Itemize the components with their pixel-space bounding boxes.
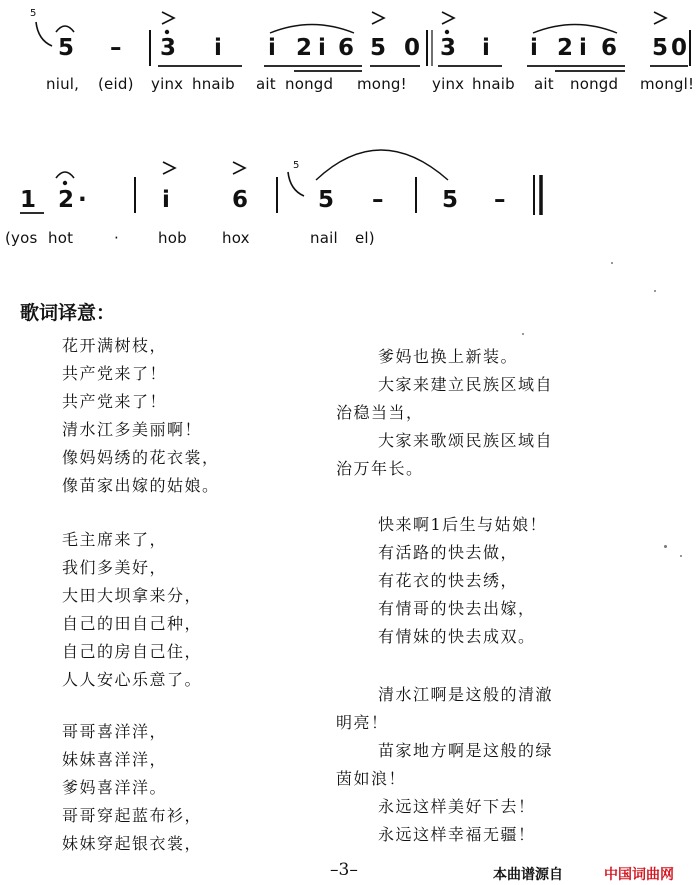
translation-line: 快来啊1后生与姑娘！: [378, 515, 548, 534]
translation-line: 茵如浪！: [336, 769, 407, 788]
translation-line: 自己的田自己种，: [62, 614, 203, 633]
note: i: [530, 35, 538, 61]
translation-line: 治万年长。: [336, 459, 424, 478]
scan-speck: [680, 555, 682, 557]
lyric-syllable: mongl!: [640, 75, 695, 93]
translation-line: 有情妹的快去成双。: [378, 627, 536, 646]
note: 6: [601, 35, 618, 61]
lyric-syllable: hob: [158, 229, 187, 247]
note: 3: [440, 35, 457, 61]
note: i: [318, 35, 326, 61]
scan-speck: [611, 262, 613, 264]
note: i: [482, 35, 490, 61]
translation-line: 花开满树枝，: [62, 336, 168, 355]
translation-line: 苗家地方啊是这般的绿: [378, 741, 554, 760]
lyric-syllable: el): [355, 229, 375, 247]
grace-note: 5: [293, 160, 300, 171]
translation-line: 人人安心乐意了。: [62, 670, 203, 689]
translation-line: 有情哥的快去出嫁，: [378, 599, 536, 618]
translation-line: 自己的房自己住，: [62, 642, 203, 661]
translation-line: 永远这样美好下去！: [378, 797, 536, 816]
note: 1: [20, 187, 37, 213]
translation-line: 治稳当当，: [336, 403, 424, 422]
note: –: [494, 187, 506, 213]
translation-line: 明亮！: [336, 713, 389, 732]
grace-note: 5: [30, 8, 37, 19]
translation-line: 哥哥喜洋洋，: [62, 722, 168, 741]
translation-line: 哥哥穿起蓝布衫，: [62, 806, 203, 825]
lyric-syllable: yinx: [151, 75, 184, 93]
lyric-syllable: ·: [114, 229, 119, 247]
translation-line: 有花衣的快去绣，: [378, 571, 519, 590]
lyric-syllable: nongd: [570, 75, 619, 93]
source-text: 本曲谱源自: [493, 867, 563, 883]
note: 3: [160, 35, 177, 61]
lyric-syllable: hox: [222, 229, 250, 247]
note: 5: [652, 35, 669, 61]
note: 5: [442, 187, 459, 213]
translation-line: 大田大坝拿来分，: [62, 586, 203, 605]
scan-speck: [522, 333, 524, 335]
lyric-syllable: (eid): [98, 75, 134, 93]
lyric-syllable: yinx: [432, 75, 465, 93]
translation-line: 大家来歌颂民族区域自: [378, 431, 554, 450]
lyric-syllable: niul,: [46, 75, 80, 93]
lyric-syllable: hot: [48, 229, 74, 247]
scan-speck: [664, 545, 667, 548]
note: i: [214, 35, 222, 61]
note: i: [268, 35, 276, 61]
translation-line: 毛主席来了，: [62, 530, 168, 549]
translation-line: 清水江啊是这般的清澈: [378, 685, 554, 704]
translation-line: 清水江多美丽啊！: [62, 420, 203, 439]
lyric-syllable: ait: [256, 75, 276, 93]
translation-line: 妹妹穿起银衣裳，: [62, 834, 203, 853]
translation-line: 像苗家出嫁的姑娘。: [62, 476, 220, 495]
lyric-syllable: nail: [310, 229, 338, 247]
page-number: –3–: [330, 860, 358, 880]
lyric-syllable: hnaib: [472, 75, 515, 93]
translation-line: 有活路的快去做，: [378, 543, 519, 562]
note: i: [579, 35, 587, 61]
translation-line: 永远这样幸福无疆！: [378, 825, 536, 844]
note: –: [110, 35, 122, 61]
translation-line: 爹妈喜洋洋。: [62, 778, 168, 797]
note: 2: [557, 35, 574, 61]
translation-line: 像妈妈绣的花衣裳，: [62, 448, 220, 467]
note: –: [372, 187, 384, 213]
lyric-syllable: mong!: [357, 75, 407, 93]
lyric-syllable: nongd: [285, 75, 334, 93]
note: 2: [296, 35, 313, 61]
translation-line: 我们多美好，: [62, 558, 168, 577]
scan-speck: [654, 290, 656, 292]
lyric-syllable: (yos: [5, 229, 38, 247]
note: 0: [404, 35, 421, 61]
note: 5: [58, 35, 75, 61]
note: 5: [318, 187, 335, 213]
jianpu-score: [0, 0, 700, 260]
note: 0: [671, 35, 688, 61]
translation-line: 共产党来了！: [62, 392, 168, 411]
translation-line: 爹妈也换上新装。: [378, 347, 519, 366]
note: 2: [58, 187, 75, 213]
source-site-link[interactable]: 中国词曲网: [604, 867, 674, 883]
lyric-syllable: hnaib: [192, 75, 235, 93]
note: 5: [370, 35, 387, 61]
note: 6: [232, 187, 249, 213]
note: ·: [78, 187, 87, 213]
translation-line: 妹妹喜洋洋，: [62, 750, 168, 769]
lyric-syllable: ait: [534, 75, 554, 93]
note: 6: [338, 35, 355, 61]
translation-line: 大家来建立民族区域自: [378, 375, 554, 394]
translation-line: 共产党来了！: [62, 364, 168, 383]
note: i: [162, 187, 170, 213]
translation-title: 歌词译意：: [20, 302, 116, 324]
